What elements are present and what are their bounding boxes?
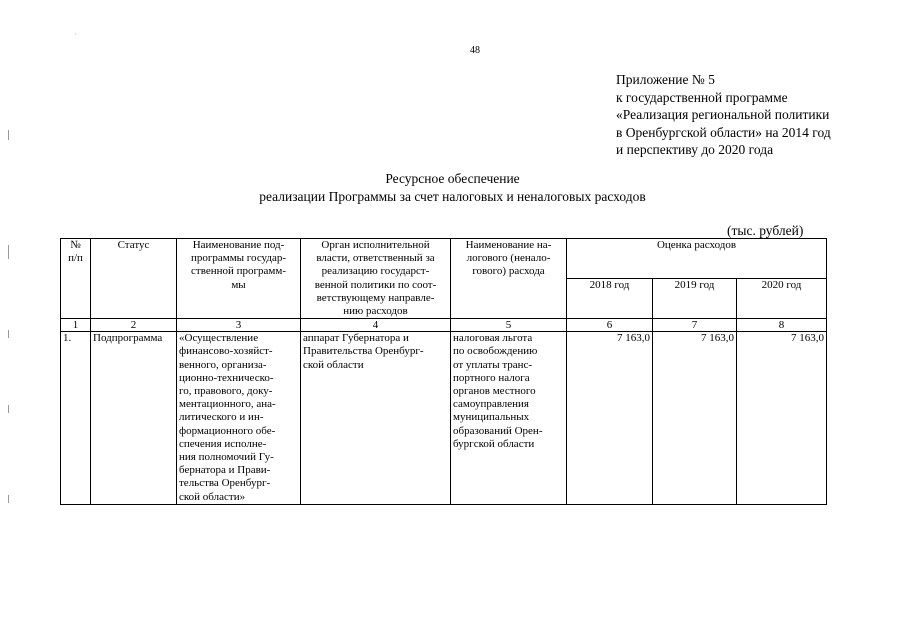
scan-margin-mark — [8, 405, 9, 413]
row-num: 1. — [61, 332, 91, 505]
appendix-line: в Оренбургской области» на 2014 год — [616, 124, 831, 140]
row-value-2019: 7 163,0 — [653, 332, 737, 505]
resource-table — [60, 238, 827, 505]
header-status-text: Статус — [117, 239, 150, 251]
appendix-line: Приложение № 5 — [616, 72, 715, 87]
column-number: 4 — [301, 319, 451, 332]
scan-margin-mark — [8, 130, 9, 140]
header-estimate — [567, 239, 827, 279]
column-number: 3 — [177, 319, 301, 332]
row-status: Подпрограмма — [91, 332, 177, 505]
header-authority-text: Орган исполнительной власти, ответственный за реализацию государст- венной политики по соот- ветствующему направле- нию расходов — [314, 239, 437, 318]
column-number: 6 — [567, 319, 653, 332]
table-row — [61, 332, 827, 505]
header-expense — [451, 239, 567, 319]
column-number-row — [61, 319, 827, 332]
appendix-line: и перспективу до 2020 года — [616, 142, 774, 157]
header-subprogram-text: Наименование под- программы государ- ственной программ- мы — [190, 239, 287, 291]
appendix-block — [616, 71, 831, 159]
column-number: 2 — [91, 319, 177, 332]
row-expense: налоговая льгота по освобождению от уплаты транс- портного налога органов местного самоуправления муниципальных образований Орен- бургской области — [451, 332, 567, 505]
appendix-line: к государственной программе — [616, 89, 788, 105]
appendix-line: «Реализация региональной политики — [616, 107, 830, 122]
units-label: (тыс. рублей) — [727, 223, 804, 238]
scan-margin-mark — [8, 245, 9, 259]
row-value-2020: 7 163,0 — [737, 332, 827, 505]
header-authority — [301, 239, 451, 319]
page-number: 48 — [470, 45, 480, 56]
header-status — [91, 239, 177, 319]
header-estimate-text: Оценка расходов — [656, 239, 737, 251]
title-line: Ресурсное обеспечение — [385, 171, 520, 186]
column-number: 7 — [653, 319, 737, 332]
header-expense-text: Наименование на- логового (ненало- гового) расхода — [465, 239, 552, 278]
scan-margin-mark — [8, 330, 9, 338]
row-value-2018: 7 163,0 — [567, 332, 653, 505]
column-number: 1 — [61, 319, 91, 332]
title-line: реализации Программы за счет налоговых и неналоговых расходов — [259, 189, 646, 204]
header-row — [61, 239, 827, 279]
column-number: 8 — [737, 319, 827, 332]
column-number: 5 — [451, 319, 567, 332]
header-2018: 2018 год — [567, 279, 653, 319]
row-authority: аппарат Губернатора и Правительства Оренбург- ской области — [301, 332, 451, 505]
document-title — [0, 170, 905, 206]
scan-speck: · — [74, 30, 77, 39]
header-2020: 2020 год — [737, 279, 827, 319]
header-num — [61, 239, 91, 319]
scan-margin-mark — [8, 495, 9, 503]
row-subprogram: «Осуществление финансово-хозяйст- венного, организа- ционно-техническо- го, правового, доку- ментационного, ана- литического и ин- формационного обе- спечения исполне- ния полномочий Гу- бернатора и Прави- тельства Оренбург- ской области» — [177, 332, 301, 505]
header-num-text: № п/п — [68, 239, 83, 265]
header-subprogram — [177, 239, 301, 319]
header-2019: 2019 год — [653, 279, 737, 319]
